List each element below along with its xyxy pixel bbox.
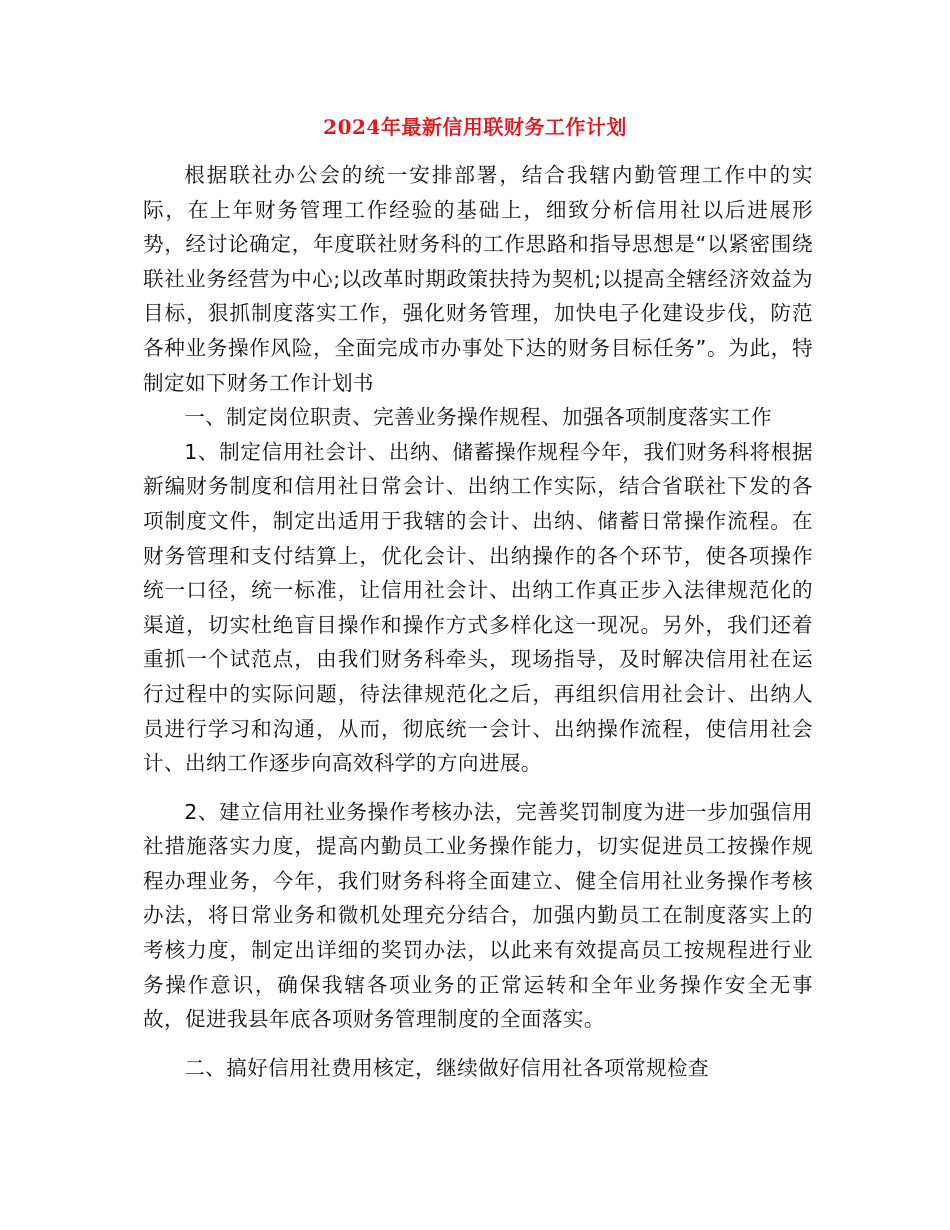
paragraph-item-2: 2、建立信用社业务操作考核办法，完善奖罚制度为进一步加强信用社措施落实力度，提高内勤员工业务操作能力，切实促进员工按操作规程办理业务，今年，我们财务科将全面建立、健全信用社业务操作考核办法，将日常业务和微机处理充分结合，加强内勤员工在制度落实上的考核力度，制定出详细的奖罚办法，以此来有效提高员工按规程进行业务操作意识，确保我辖各项业务的正常运转和全年业务操作安全无事故，促进我县年底各项财务管理制度的全面落实。 [143, 799, 813, 1032]
paragraph-intro: 根据联社办公会的统一安排部署，结合我辖内勤管理工作中的实际，在上年财务管理工作经验的基础上，细致分析信用社以后进展形势，经讨论确定，年度联社财务科的工作思路和指导思想是“以紧密围绕联社业务经营为中心;以改革时期政策扶持为契机;以提高全辖经济效益为目标，狠抓制度落实工作，强化财务管理，加快电子化建设步伐，防范各种业务操作风险，全面完成市办事处下达的财务目标任务”。为此，特制定如下财务工作计划书 [143, 163, 813, 395]
section-heading-2: 二、搞好信用社费用核定，继续做好信用社各项常规检查 [184, 1055, 710, 1080]
paragraph-item-1: 1、制定信用社会计、出纳、储蓄操作规程今年，我们财务科将根据新编财务制度和信用社日常会计、出纳工作实际，结合省联社下发的各项制度文件，制定出适用于我辖的会计、出纳、储蓄日常操作流程。在财务管理和支付结算上，优化会计、出纳操作的各个环节，使各项操作统一口径，统一标准，让信用社会计、出纳工作真正步入法律规范化的渠道，切实杜绝盲目操作和操作方式多样化这一现况。另外，我们还着重抓一个试范点，由我们财务科牵头，现场指导，及时解决信用社在运行过程中的实际问题，待法律规范化之后，再组织信用社会计、出纳人员进行学习和沟通，从而，彻底统一会计、出纳操作流程，使信用社会计、出纳工作逐步向高效科学的方向进展。 [143, 439, 813, 776]
section-heading-1: 一、制定岗位职责、完善业务操作规程、加强各项制度落实工作 [184, 405, 773, 430]
document-body [143, 158, 813, 1085]
document-title: 2024年最新信用联财务工作计划 [323, 115, 627, 139]
